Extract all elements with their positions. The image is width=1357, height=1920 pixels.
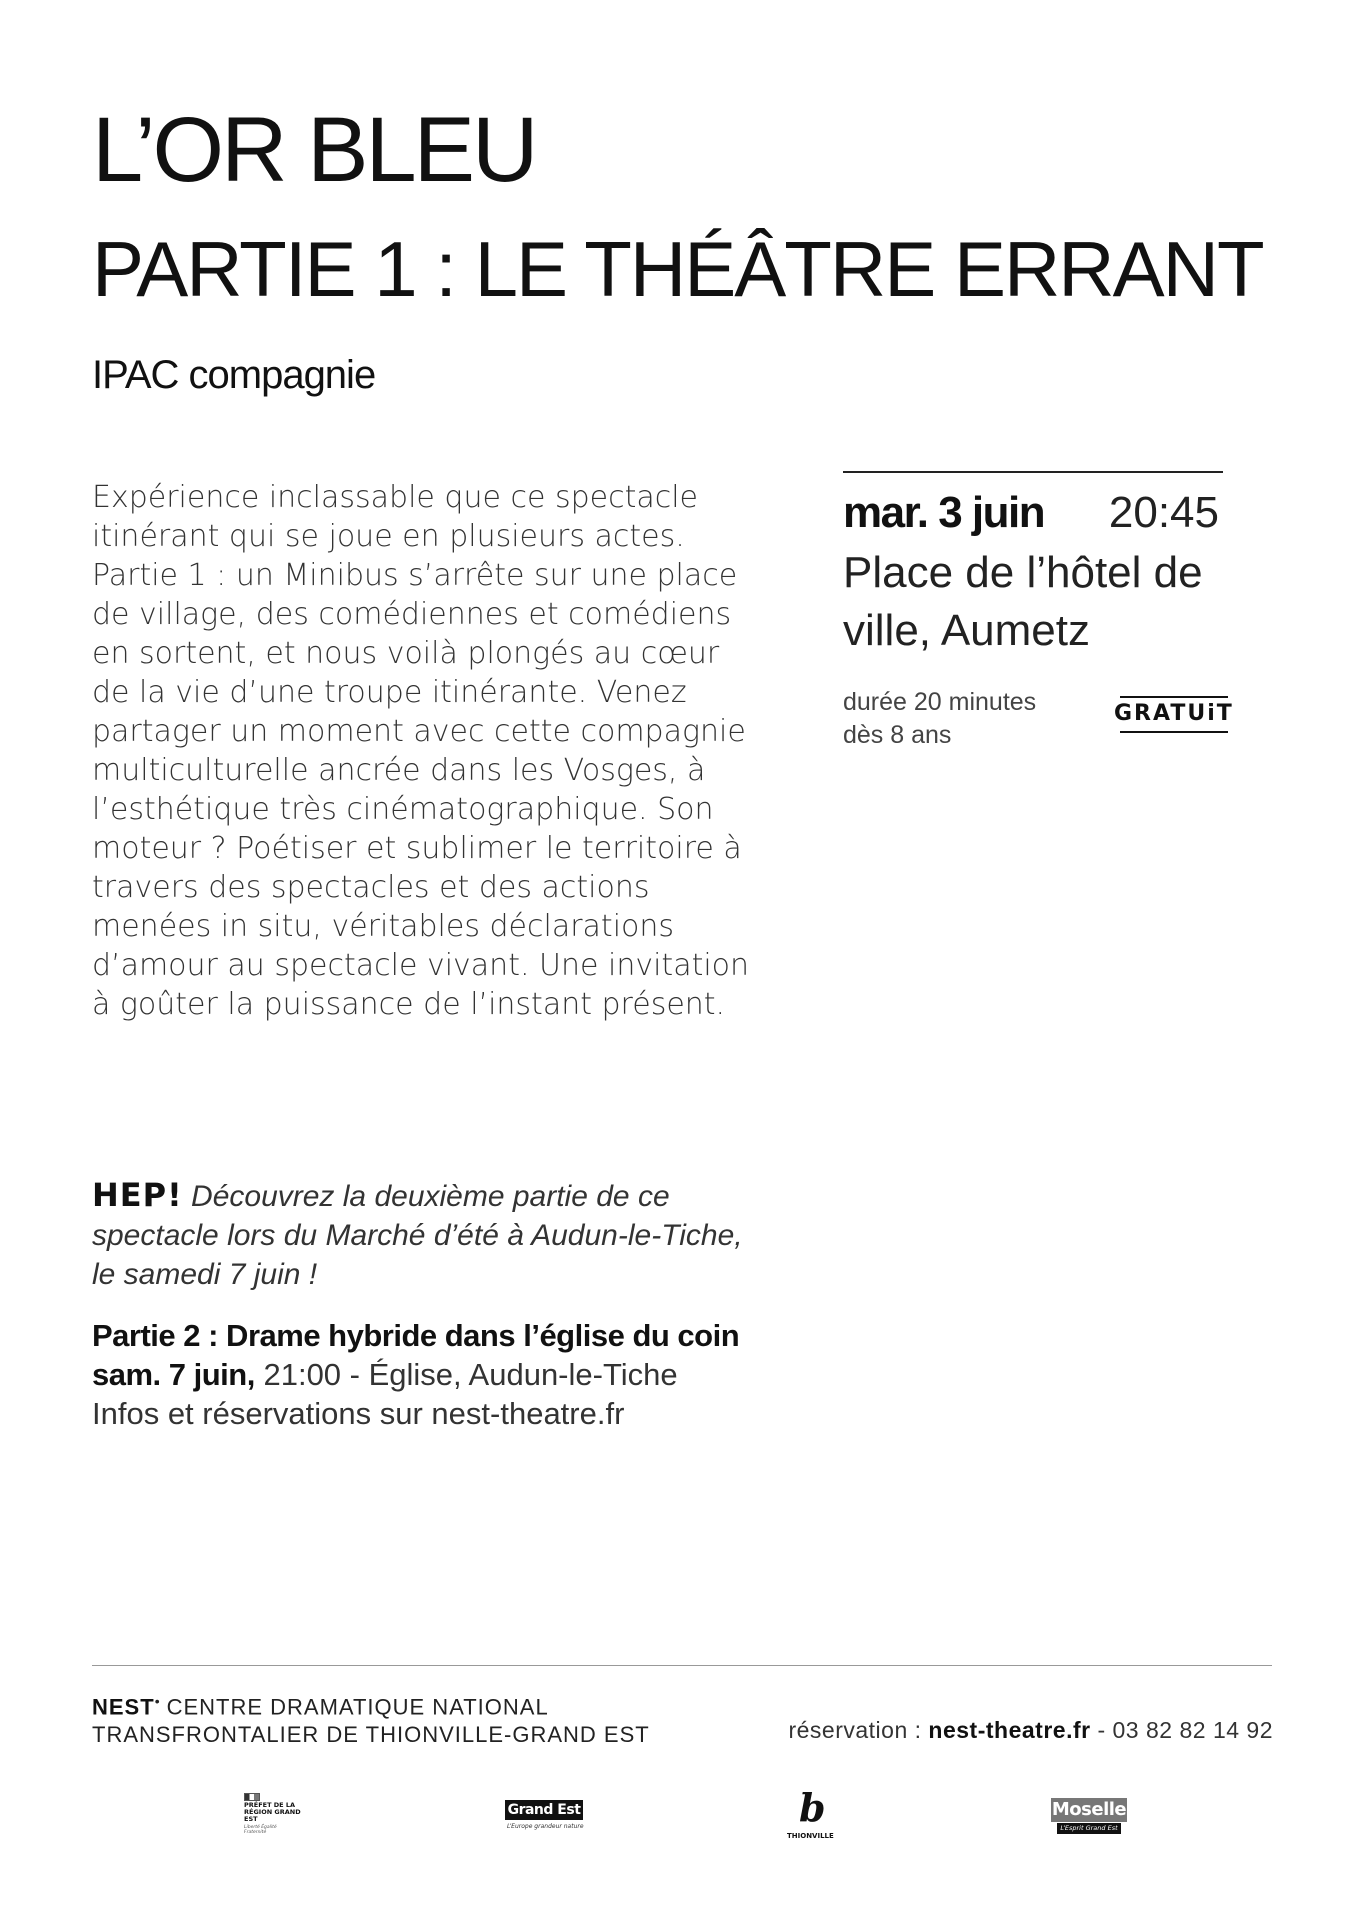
nest-dot: • xyxy=(154,1693,161,1709)
event-duration: durée 20 minutes xyxy=(843,688,1037,716)
event-meta xyxy=(843,686,1036,752)
thionville-logo xyxy=(785,1785,835,1844)
event-divider xyxy=(843,471,1223,473)
thionville-text: THIONVILLE xyxy=(787,1832,834,1840)
event-age: dès 8 ans xyxy=(843,721,952,749)
footer-divider xyxy=(92,1665,1272,1666)
reservation-link[interactable]: nest-theatre.fr xyxy=(928,1717,1091,1743)
reservation-label: réservation : xyxy=(788,1717,922,1743)
grandest-text: Grand Est xyxy=(505,1800,583,1820)
prefet-motto: Liberté Égalité Fraternité xyxy=(244,1825,277,1835)
moselle-text: Moselle xyxy=(1051,1799,1127,1820)
hep-note xyxy=(92,1176,772,1294)
grandest-tagline: L’Europe grandeur nature xyxy=(507,1823,584,1830)
footer-line2: TRANSFRONTALIER DE THIONVILLE-GRAND EST xyxy=(92,1722,650,1747)
event-time: 20:45 xyxy=(1108,488,1219,537)
nest-logo: NEST xyxy=(92,1694,155,1720)
hep-text: Découvrez la deuxième partie de ce spectacle lors du Marché d’été à Audun-le-Tiche, le samedi 7 juin ! xyxy=(92,1180,743,1291)
hep-word: HEP! xyxy=(92,1176,183,1214)
event-date-row xyxy=(843,487,1223,539)
event-date: mar. 3 juin xyxy=(843,488,1045,537)
reservation-phone: - 03 82 82 14 92 xyxy=(1097,1717,1273,1743)
footer-line1-text: CENTRE DRAMATIQUE NATIONAL xyxy=(166,1694,549,1720)
event-place: Place de l’hôtel de ville, Aumetz xyxy=(843,548,1203,655)
part2-info: Infos et réservations sur nest-theatre.fr xyxy=(92,1396,625,1431)
stamp-line-bottom xyxy=(1120,731,1228,733)
prefet-text: PRÉFET DE LA RÉGION GRAND EST xyxy=(244,1801,301,1823)
gratuit-stamp xyxy=(1110,694,1240,736)
part2-date: sam. 7 juin, xyxy=(92,1357,255,1392)
reservation xyxy=(775,1716,1273,1744)
part2-date-line xyxy=(92,1355,678,1394)
stamp-line-top xyxy=(1120,696,1228,698)
prefet-logo xyxy=(244,1793,314,1841)
company-name: IPAC compagnie xyxy=(92,353,376,397)
description: Expérience inclassable que ce spectacle itinérant qui se joue en plusieurs actes. Partie 1 : un Minibus s’arrête sur une place de village, des comédiennes et comédiens en sortent, et nous voilà plongés au cœur de la vie d’une troupe itinérante. Venez partager un moment avec cette compagnie multiculturelle ancrée dans les Vosges, à l’esthétique très cinématographique. Son moteur ? Poétiser et sublimer le territoire à travers des spectacles et des actions menées in situ, véritables déclarations d’amour au spectacle vivant. Une invitation à goûter la puissance de l’instant présent. xyxy=(92,480,750,1022)
title-line1: L’OR BLEU xyxy=(92,99,536,201)
grandest-logo xyxy=(505,1800,585,1834)
part2-details: 21:00 - Église, Audun-le-Tiche xyxy=(263,1357,678,1392)
moselle-tagline: L’Esprit Grand Est xyxy=(1057,1823,1121,1834)
thionville-mark: b xyxy=(799,1785,826,1830)
title-line2: PARTIE 1 : LE THÉÂTRE ERRANT xyxy=(92,225,1263,313)
moselle-logo xyxy=(1051,1798,1131,1838)
marianne-flag-icon xyxy=(244,1793,260,1801)
stamp-text: GRATUiT xyxy=(1114,701,1234,726)
part2-title: Partie 2 : Drame hybride dans l’église du coin xyxy=(92,1318,740,1353)
footer-line1 xyxy=(92,1687,549,1721)
